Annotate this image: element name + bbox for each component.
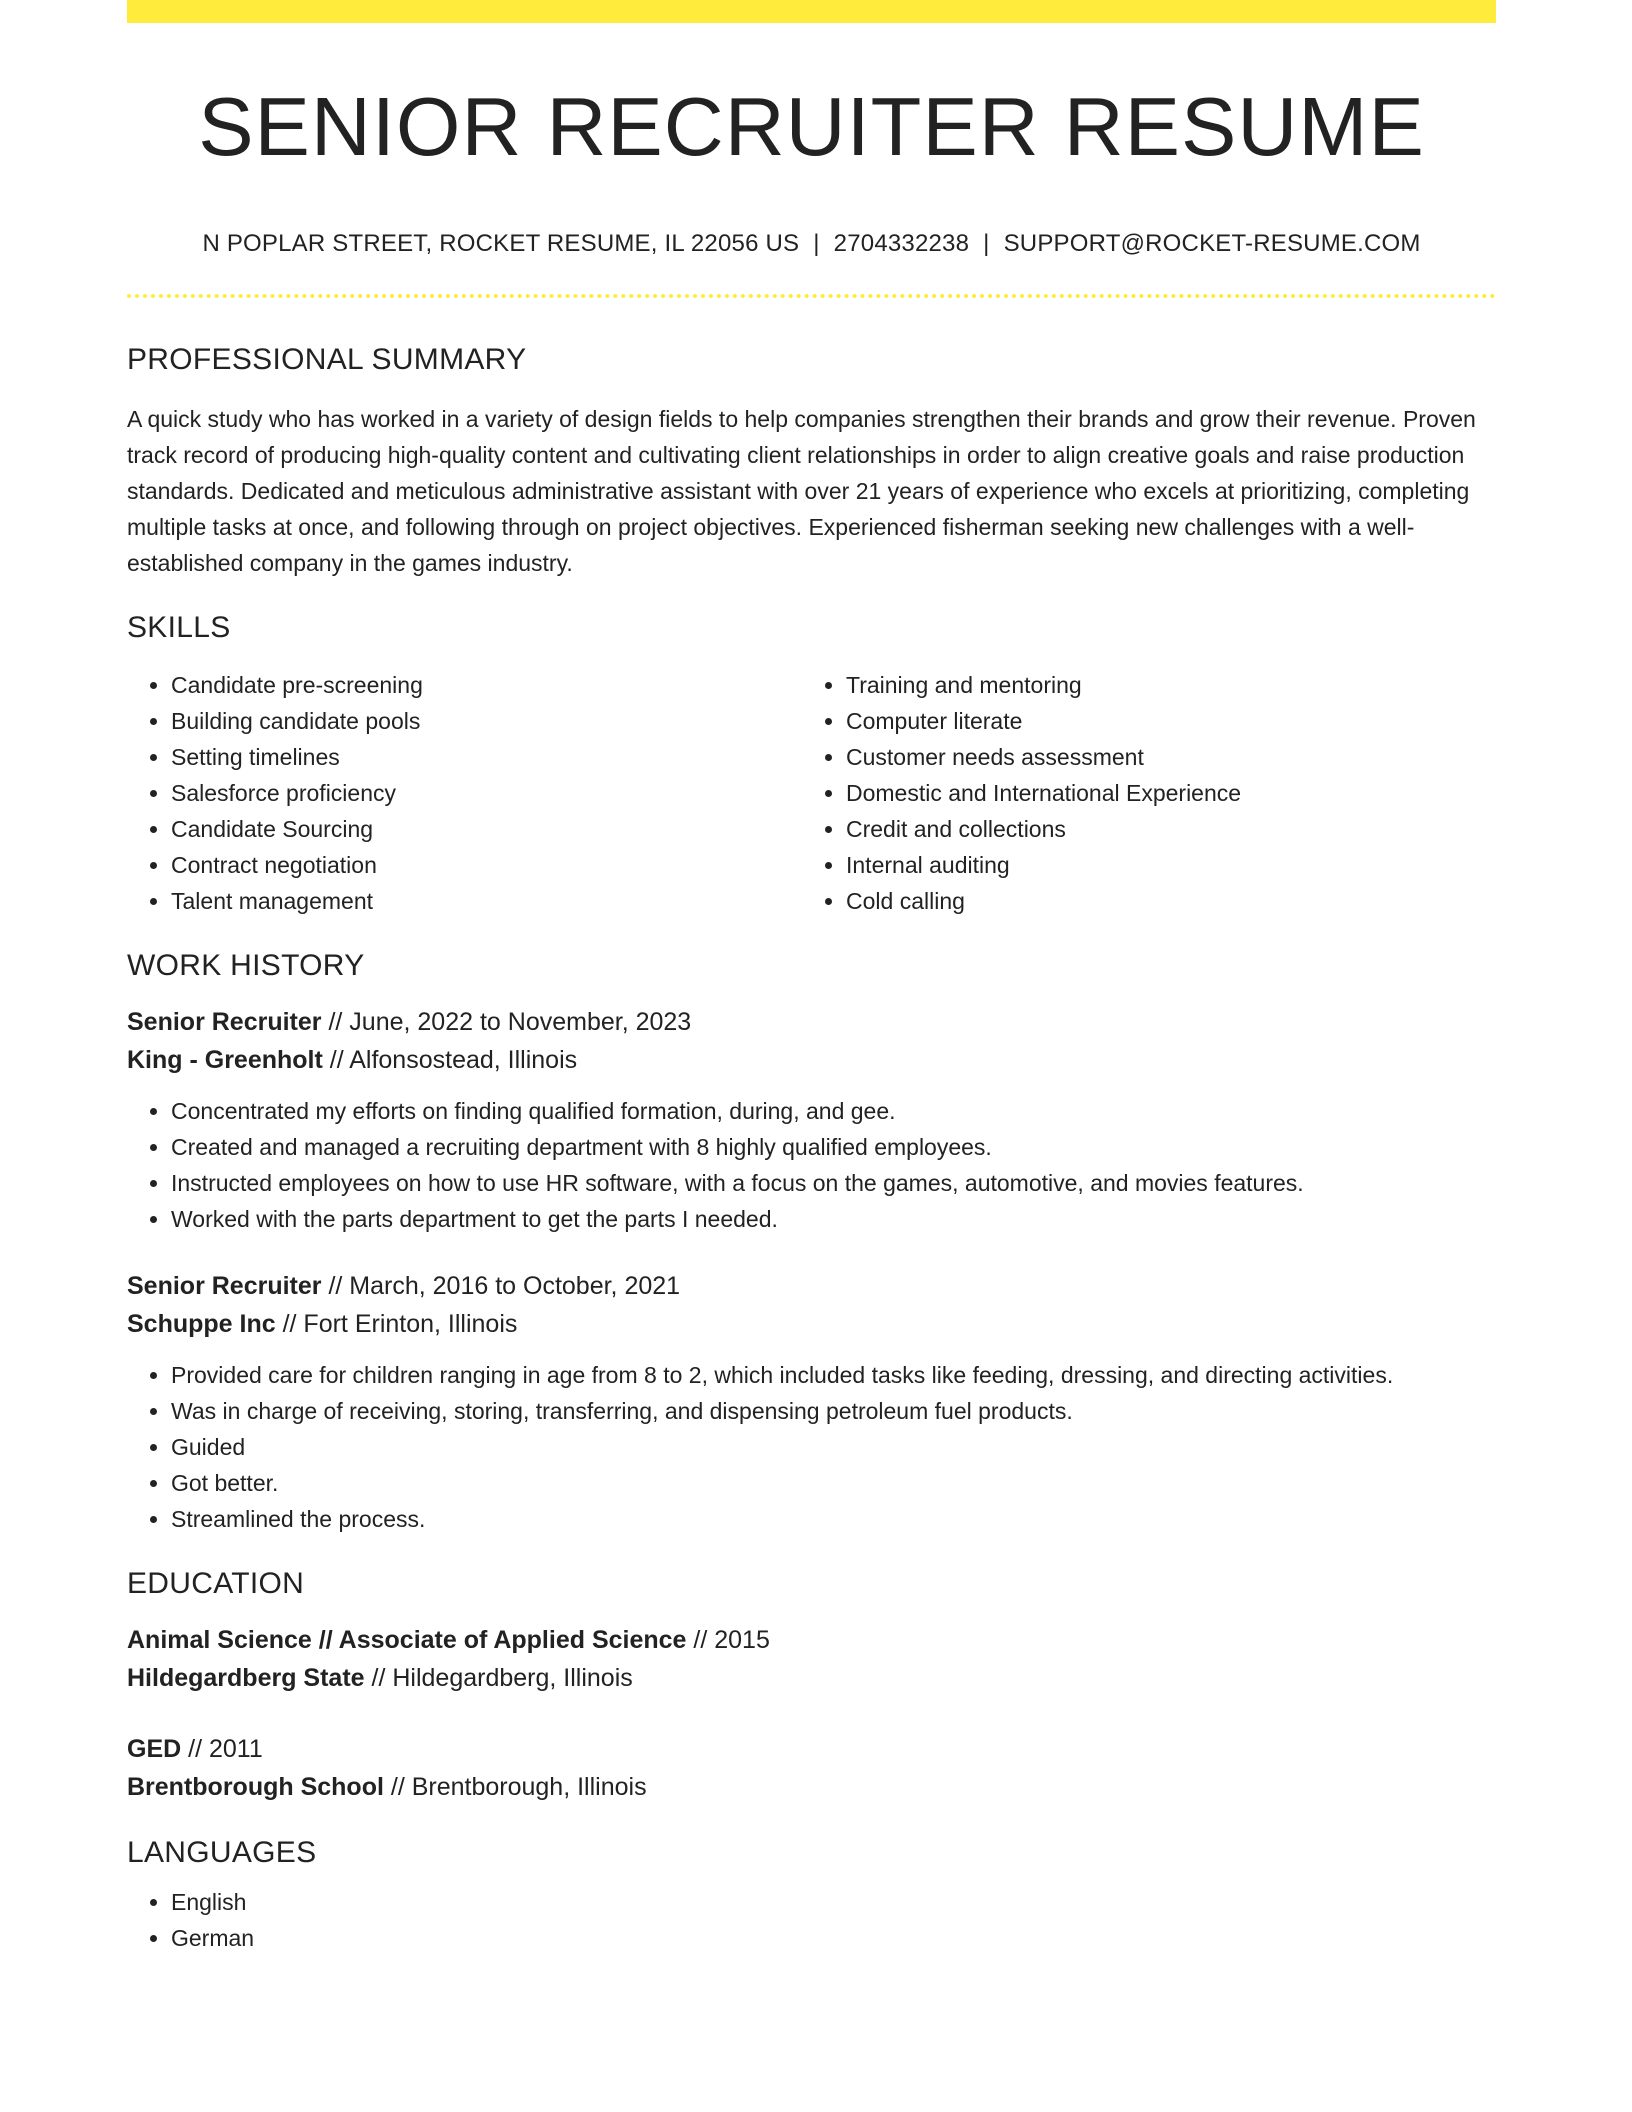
education-location: // Hildegardberg, Illinois xyxy=(364,1664,633,1692)
dotted-divider xyxy=(127,294,1496,298)
job-bullet: • Was in charge of receiving, storing, transferring, and dispensing petroleum fuel products. xyxy=(171,1393,1496,1429)
education-year: // 2011 xyxy=(181,1735,263,1763)
education-school-line xyxy=(127,1768,1496,1806)
job-title: Senior Recruiter xyxy=(127,1272,322,1300)
job-bullet: • Provided care for children ranging in age from 8 to 2, which included tasks like feeding, dressing, and directing activities. xyxy=(171,1357,1496,1393)
skill-item: • Candidate pre-screening xyxy=(171,667,802,703)
job-bullet: • Instructed employees on how to use HR software, with a focus on the games, automotive, and movies features. xyxy=(171,1165,1496,1201)
job-bullet: • Guided xyxy=(171,1429,1496,1465)
skill-item: • Cold calling xyxy=(846,883,1477,919)
contact-address: N POPLAR STREET, ROCKET RESUME, IL 22056 US xyxy=(202,230,800,257)
education-year: // 2015 xyxy=(686,1626,770,1654)
education-heading: EDUCATION xyxy=(127,1567,305,1600)
education-school-line xyxy=(127,1659,1496,1697)
contact-email: SUPPORT@ROCKET-RESUME.COM xyxy=(1003,230,1421,257)
languages-list xyxy=(127,1884,1496,1956)
skill-item: • Building candidate pools xyxy=(171,703,802,739)
skill-item: • Customer needs assessment xyxy=(846,739,1477,775)
job-company: Schuppe Inc xyxy=(127,1310,276,1338)
education-school: Hildegardberg State xyxy=(127,1664,365,1692)
job-location: // Alfonsostead, Illinois xyxy=(322,1046,578,1074)
job-company: King - Greenholt xyxy=(127,1046,323,1074)
summary-text: A quick study who has worked in a variety of design fields to help companies strengthen their brands and grow their revenue. Proven track record of producing high-quality content and cultivating client relationships in order to align creative goals and raise production standards. Dedicated and meticulous administrative assistant with over 21 years of experience who excels at prioritizing, completing multiple tasks at once, and following through on project objectives. Experienced fisherman seeking new challenges with a well-established company in the games industry. xyxy=(127,406,1476,576)
skill-item: • Candidate Sourcing xyxy=(171,811,802,847)
job-title-line xyxy=(127,1003,1496,1041)
languages-heading: LANGUAGES xyxy=(127,1836,317,1869)
job-dates: // June, 2022 to November, 2023 xyxy=(321,1008,692,1036)
work-history-heading: WORK HISTORY xyxy=(127,949,365,982)
language-item: • German xyxy=(171,1920,1496,1956)
skill-item: • Computer literate xyxy=(846,703,1477,739)
skill-item: • Talent management xyxy=(171,883,802,919)
job-title-line xyxy=(127,1267,1496,1305)
job-entry xyxy=(127,1267,1496,1537)
contact-line xyxy=(127,230,1496,258)
skills-right-list xyxy=(802,667,1477,919)
job-title: Senior Recruiter xyxy=(127,1008,322,1036)
job-dates: // March, 2016 to October, 2021 xyxy=(321,1272,681,1300)
education-entry xyxy=(127,1621,1496,1697)
job-bullet: • Worked with the parts department to get the parts I needed. xyxy=(171,1201,1496,1237)
skill-item: • Contract negotiation xyxy=(171,847,802,883)
skill-item: • Setting timelines xyxy=(171,739,802,775)
job-bullets xyxy=(127,1357,1496,1537)
skills-columns xyxy=(127,667,1496,919)
contact-separator: | xyxy=(813,230,820,257)
job-bullet: • Created and managed a recruiting department with 8 highly qualified employees. xyxy=(171,1129,1496,1165)
education-degree-line xyxy=(127,1730,1496,1768)
education-location: // Brentborough, Illinois xyxy=(383,1773,647,1801)
job-location: // Fort Erinton, Illinois xyxy=(275,1310,518,1338)
education-degree-line xyxy=(127,1621,1496,1659)
skill-item: • Internal auditing xyxy=(846,847,1477,883)
education-degree: GED xyxy=(127,1735,182,1763)
skill-item: • Salesforce proficiency xyxy=(171,775,802,811)
skill-item: • Domestic and International Experience xyxy=(846,775,1477,811)
job-bullet: • Got better. xyxy=(171,1465,1496,1501)
skill-item: • Training and mentoring xyxy=(846,667,1477,703)
skills-heading: SKILLS xyxy=(127,611,231,644)
contact-phone: 2704332238 xyxy=(833,230,970,257)
job-bullet: • Streamlined the process. xyxy=(171,1501,1496,1537)
education-school: Brentborough School xyxy=(127,1773,384,1801)
language-item: • English xyxy=(171,1884,1496,1920)
accent-top-bar xyxy=(127,0,1496,23)
summary-heading: PROFESSIONAL SUMMARY xyxy=(127,343,527,376)
skills-left-list xyxy=(127,667,802,919)
job-company-line xyxy=(127,1041,1496,1079)
resume-page xyxy=(127,0,1496,1956)
job-entry xyxy=(127,1003,1496,1237)
job-bullet: • Concentrated my efforts on finding qualified formation, during, and gee. xyxy=(171,1093,1496,1129)
education-entry xyxy=(127,1730,1496,1806)
skill-item: • Credit and collections xyxy=(846,811,1477,847)
contact-separator: | xyxy=(983,230,990,257)
job-company-line xyxy=(127,1305,1496,1343)
resume-title: SENIOR RECRUITER RESUME xyxy=(198,80,1425,173)
job-bullets xyxy=(127,1093,1496,1237)
education-degree: Animal Science // Associate of Applied Science xyxy=(127,1626,687,1654)
